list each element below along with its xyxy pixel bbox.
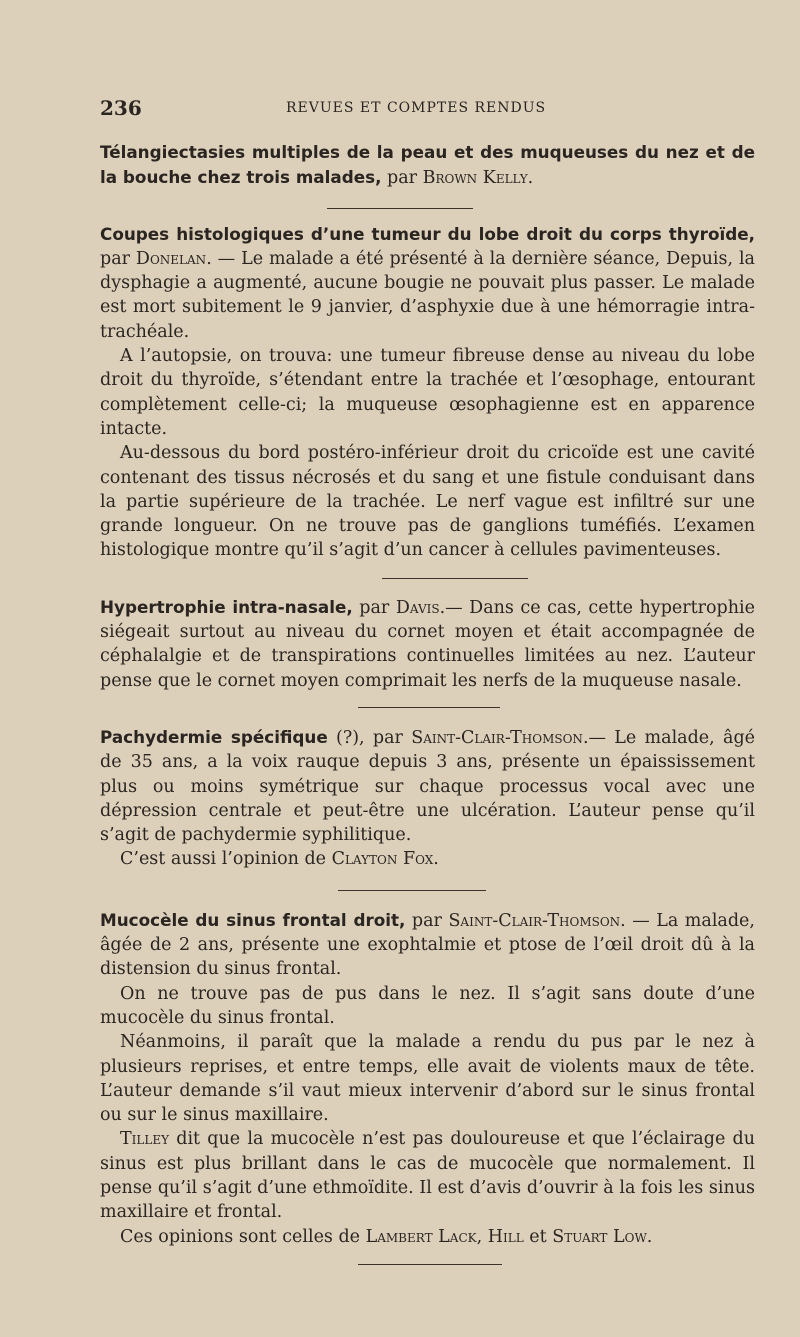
article-title: Hypertrophie intra-nasale, — [100, 596, 353, 617]
title-suffix: (?), — [327, 727, 365, 748]
separator-rule — [358, 707, 500, 708]
article-coupes-histologiques — [100, 222, 755, 563]
author-name: Clayton Fox — [331, 849, 434, 870]
article-telangiectasies — [100, 140, 755, 191]
end-punct: . — [646, 1226, 653, 1247]
author-name: Davis — [395, 597, 440, 618]
separator-rule — [358, 1264, 502, 1265]
article-pachydermie — [100, 725, 755, 872]
separator-rule — [338, 890, 486, 891]
article-text: Ces opinions sont celles de — [120, 1226, 366, 1247]
author-name: Donelan — [135, 248, 207, 269]
article-paragraph — [100, 725, 755, 847]
article-paragraph: Au-dessous du bord postéro-inférieur droit du cricoïde est une cavité contenant des tissus nécrosés et du sang et une fistule conduisant dans la partie supérieure de la trachée. Le nerf vague est infiltré sur une grande longueur. On ne trouve pas de ganglions tuméfiés. L’examen histologique montre qu’il s’agit d’un cancer à cellules pavimenteuses. — [100, 443, 755, 561]
page-header — [100, 96, 760, 126]
article-paragraph — [100, 908, 755, 982]
by-word: par — [364, 727, 412, 748]
article-paragraph — [100, 595, 755, 693]
article-title: Pachydermie spécifique — [100, 726, 328, 747]
article-text: . — La malade, âgée de 2 ans, présente une exophtalmie et ptose de l’œil droit dû à la distension du sinus frontal. — [100, 910, 755, 980]
article-title: Mucocèle du sinus frontal droit, — [100, 909, 406, 930]
article-paragraph — [100, 1127, 755, 1224]
article-text: dit que la mucocèle n’est pas douloureuse et que l’éclairage du sinus est plus brillant dans le cas de mucocèle que normalement. Il pense qu’il s’agit d’une ethmoïdite. Il est d’avis d’ouvrir à la fois les sinus maxillaire et frontal. — [100, 1129, 755, 1223]
by-word: par — [100, 248, 136, 269]
author-name: Stuart Low — [552, 1226, 647, 1247]
by-word: par — [405, 910, 449, 931]
separator-rule — [382, 578, 528, 579]
article-title: Télangiectasies multiples de la peau et des muqueuses du nez et de la bouche chez trois malades, — [100, 142, 755, 188]
article-title: Coupes histologiques d’une tumeur du lobe droit du corps thyroïde, — [100, 223, 755, 244]
article-paragraph: A l’autopsie, on trouva: une tumeur fibreuse dense au niveau du lobe droit du thyroïde, s’étendant entre la trachée et l’œsophage, entourant complètement celle-ci; la muqueuse œsophagienne est en apparence intacte. — [100, 346, 755, 439]
article-paragraph — [100, 847, 755, 871]
article-mucocele — [100, 908, 755, 1249]
separator-text: et — [523, 1226, 553, 1247]
by-word: par — [352, 597, 396, 618]
article-paragraph — [100, 1225, 755, 1249]
article-paragraph: On ne trouve pas de pus dans le nez. Il s’agit sans doute d’une mucocèle du sinus frontal. — [100, 983, 755, 1028]
author-name: Brown Kelly — [422, 168, 528, 189]
author-name: Saint-Clair-Thomson — [448, 910, 621, 931]
separator-rule — [327, 208, 473, 209]
page-number: 236 — [100, 96, 142, 120]
separator-text: , — [476, 1226, 488, 1247]
author-name: Saint-Clair-Thomson — [411, 727, 583, 748]
end-punct: . — [527, 168, 534, 189]
article-text: . — Le malade a été présenté à la dernière séance, Depuis, la dysphagie a augmenté, aucune bougie ne pouvait plus passer. Le malade est mort subitement le 9 janvier, d’asphyxie due à une hémorragie intra-trachéale. — [100, 248, 755, 342]
article-hypertrophie — [100, 595, 755, 693]
end-punct: . — [433, 849, 439, 870]
author-name: Lambert Lack — [365, 1226, 477, 1247]
article-paragraph: Néanmoins, il paraît que la malade a rendu du pus par le nez à plusieurs reprises, et entre temps, elle avait de violents maux de tête. L’auteur demande s’il vaut mieux intervenir d’abord sur le sinus frontal ou sur le sinus maxillaire. — [100, 1032, 755, 1126]
running-title: REVUES ET COMPTES RENDUS — [286, 100, 547, 116]
article-text: .— Le malade, âgé de 35 ans, a la voix rauque depuis 3 ans, présente un épaississement plus ou moins symétrique sur chaque processus vocal avec une dépression centrale et peut-être une ulcération. L’auteur pense qu’il s’agit de pachydermie syphilitique. — [100, 727, 756, 846]
page-body — [100, 140, 755, 1265]
by-word: par — [381, 168, 423, 189]
author-name: Hill — [487, 1226, 524, 1247]
article-paragraph — [100, 222, 755, 344]
article-text: C’est aussi l’opinion de — [120, 849, 332, 870]
article-text: .— Dans ce cas, cette hypertrophie siégeait surtout au niveau du cornet moyen et était accompagnée de céphalalgie et de transpirations continuelles limitées au nez. L’auteur pense que le cornet moyen comprimait les nerfs de la muqueuse nasale. — [100, 597, 755, 691]
article-paragraph — [100, 140, 755, 191]
author-name: Tilley — [120, 1129, 170, 1150]
